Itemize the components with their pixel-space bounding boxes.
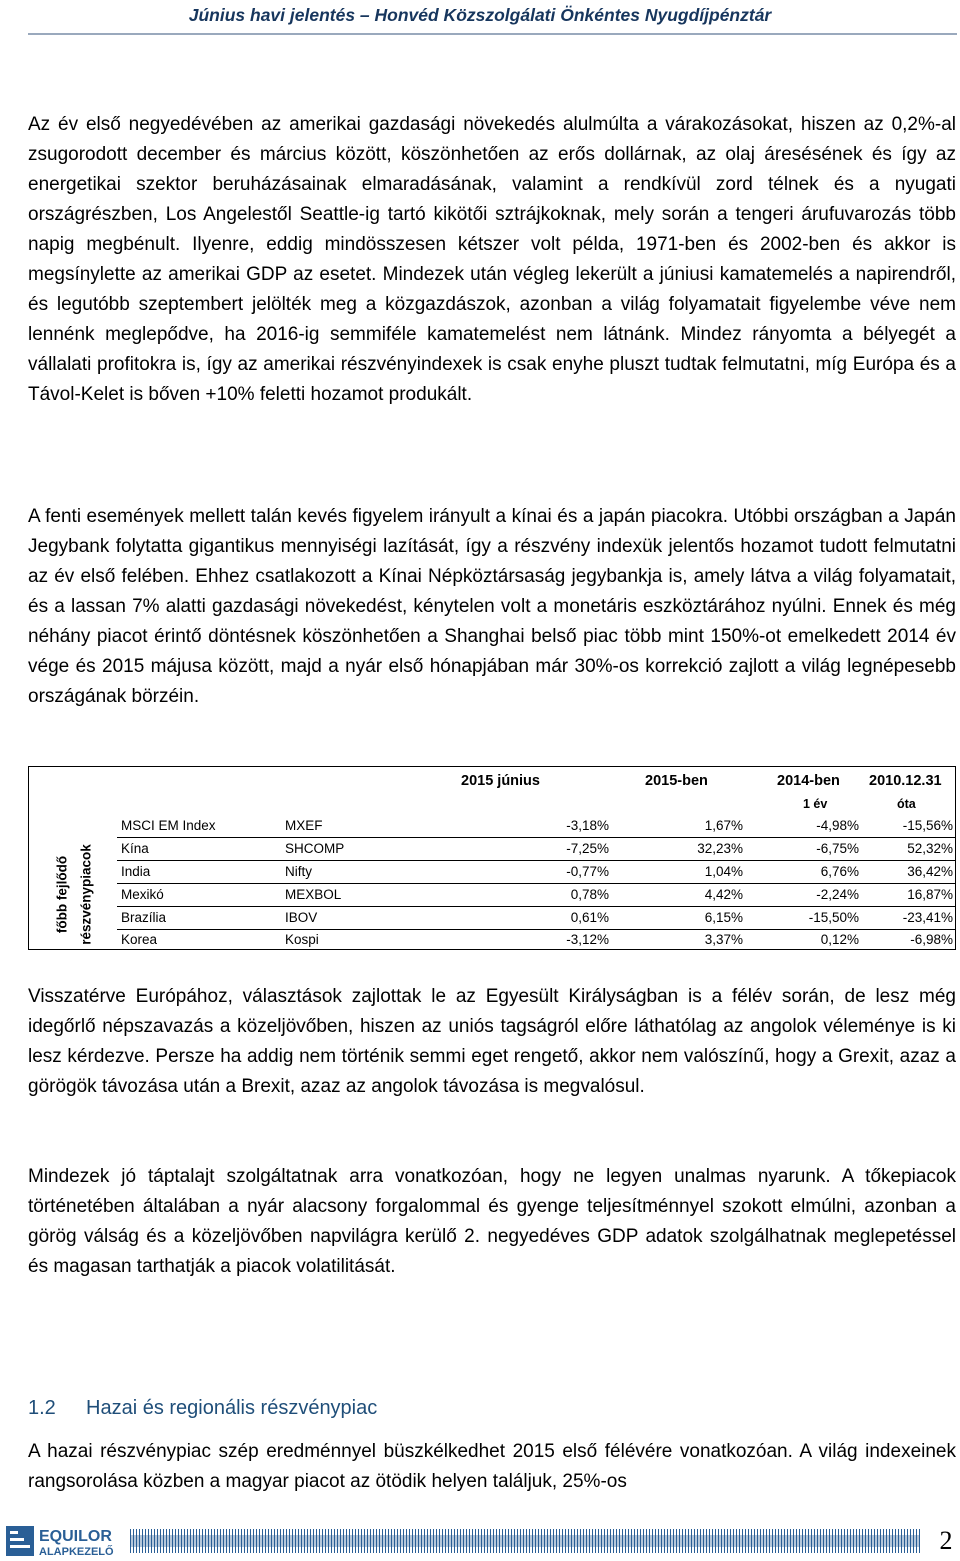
value-2014: -15,50% xyxy=(808,910,859,925)
index-name: Korea xyxy=(121,932,158,947)
value-2015: 32,23% xyxy=(697,841,743,856)
emerging-markets-table xyxy=(28,766,956,950)
equilor-logo xyxy=(4,1523,128,1559)
paragraph-domestic-market: A hazai részvénypiac szép eredménnyel büszkélkedhet 2015 első félévére vonatkozóan. A világ indexeinek rangsorolása közben a magyar piacot az ötödik helyen találjuk, 25%-os xyxy=(28,1441,956,1492)
paragraph-us-economy: Az év első negyedévében az amerikai gazdasági növekedés alulmúlta a várakozásokat, hiszen az 0,2%-al zsugorodott december és március között, köszönhetően az erős dollárnak, az olaj áresésének és így az energetikai szektor beruházásainak elmaradásának, valamint a rendkívül zord télnek és a nyugati országrészben, Los Angelestől Seattle-ig tartó kikötői sztrájkoknak, mely során a tengeri árufuvarozás több napig megbénult. Ilyenre, eddig mindösszesen kétszer volt példa, 1971-ben és 2002-ben és akkor is megsínylette az amerikai GDP az esetet. Mindezek után végleg lekerült a júniusi kamatemelés a napirendről, és legutóbb szeptembert jelölték meg a közgazdászok, azonban a világ folyamatait figyelembe véve nem lennénk meglepődve, ha 2016-ig semmiféle kamatemelést nem látnánk. Mindez rányomta a bélyegét a vállalati profitokra is, így az amerikai részvényindexek is csak enyhe pluszt tudtak felmutatni, míg Európa és a Távol-Kelet is bőven +10% feletti hozamot produkált. xyxy=(28,114,956,405)
value-2014: -6,75% xyxy=(816,841,859,856)
section-heading xyxy=(28,1393,628,1423)
value-since-2010: 16,87% xyxy=(907,887,953,902)
header-2014-sub: 1 év xyxy=(803,797,828,811)
value-2014: -4,98% xyxy=(816,818,859,833)
value-june: -3,12% xyxy=(566,932,609,947)
value-2015: 1,67% xyxy=(704,818,743,833)
value-june: 0,61% xyxy=(570,910,609,925)
table-row xyxy=(117,884,955,906)
value-2014: 0,12% xyxy=(820,932,859,947)
index-name: Brazília xyxy=(121,910,167,925)
page-number: 2 xyxy=(939,1526,953,1555)
header-2014: 2014-ben xyxy=(777,773,840,789)
value-since-2010: 52,32% xyxy=(907,841,953,856)
index-name: Mexikó xyxy=(121,887,164,902)
paragraph-europe: Visszatérve Európához, választások zajlottak le az Egyesült Királyságban is a félév során, de lesz még idegőrlő népszavazás a közeljövőben, hiszen az uniós tagságról előre láthatólag az angolok véleménye is ki lesz kérdezve. Persze ha addig nem történik semmi eget rengető, akkor nem valószínű, hogy a Grexit, azaz a görögök távozása után a Brexit, azaz az angolok távozása is megvalósul. xyxy=(28,986,956,1097)
side-label-line-1: főbb fejlődő xyxy=(54,855,70,934)
index-name: India xyxy=(121,864,151,879)
table-row xyxy=(117,815,955,837)
index-ticker: MXEF xyxy=(285,818,323,833)
index-name: Kína xyxy=(121,841,149,856)
document-header xyxy=(0,0,960,36)
index-name: MSCI EM Index xyxy=(121,818,216,833)
header-title: Június havi jelentés – Honvéd Közszolgálati Önkéntes Nyugdíjpénztár xyxy=(188,5,772,25)
value-since-2010: 36,42% xyxy=(907,864,953,879)
table-side-label xyxy=(29,767,117,949)
value-2015: 1,04% xyxy=(704,864,743,879)
section-title: Hazai és regionális részvénypiac xyxy=(86,1397,378,1419)
logo-subtitle: ALAPKEZELŐ xyxy=(39,1546,114,1558)
header-divider xyxy=(28,33,957,35)
header-since-2010-sub: óta xyxy=(897,797,916,811)
table-row xyxy=(117,907,955,929)
footer-decorative-band xyxy=(130,1535,920,1547)
index-ticker: SHCOMP xyxy=(285,841,345,856)
header-2015: 2015-ben xyxy=(645,773,708,789)
header-since-2010: 2010.12.31 xyxy=(869,773,942,789)
value-june: 0,78% xyxy=(570,887,609,902)
index-ticker: Kospi xyxy=(285,932,319,947)
paragraph-summer-outlook: Mindezek jó táptalajt szolgáltatnak arra vonatkozóan, hogy ne legyen unalmas nyarunk. A tőkepiacok történetében általában a nyár alacsony forgalommal és gyenge teljesítménnyel szokott elmúlni, azonban a görög válság és a közeljövőben napvilágra kerülő 2. negyedéves GDP adatok szolgálhatnak meglepetéssel és magasan tarthatják a piacok volatilitását. xyxy=(28,1166,956,1277)
value-since-2010: -15,56% xyxy=(902,818,953,833)
value-2015: 6,15% xyxy=(704,910,743,925)
value-2014: 6,76% xyxy=(820,864,859,879)
paragraph-asia-markets: A fenti események mellett talán kevés figyelem irányult a kínai és a japán piacokra. Utóbbi országban a Japán Jegybank folytatta gigantikus mennyiségi lazítását, így a részvény indexük jelentős hozamot tudott felmutatni az év első felében. Ehhez csatlakozott a Kínai Népköztársaság jegybankja is, amely látva a világ folyamatait, és a lassan 7% alatti gazdasági növekedést, kénytelen volt a monetáris eszköztárához nyúlni. Ennek és még néhány piacot érintő döntésnek köszönhetően a Shanghai belső piac több mint 150%-ot emelkedett 2014 év vége és 2015 májusa között, majd a nyár első hónapjában már 30%-os korrekció zajlott a világ legnépesebb országának börzéin. xyxy=(28,506,956,707)
header-2015-june: 2015 június xyxy=(461,773,540,789)
index-ticker: MEXBOL xyxy=(285,887,342,902)
index-ticker: IBOV xyxy=(285,910,318,925)
value-2015: 3,37% xyxy=(704,932,743,947)
table-row xyxy=(117,929,955,951)
value-june: -0,77% xyxy=(566,864,609,879)
table-row xyxy=(117,838,955,860)
side-label-line-2: részvénypiacok xyxy=(78,844,94,945)
value-since-2010: -6,98% xyxy=(910,932,953,947)
value-since-2010: -23,41% xyxy=(902,910,953,925)
section-number: 1.2 xyxy=(28,1397,56,1419)
index-ticker: Nifty xyxy=(285,864,312,879)
table-row xyxy=(117,861,955,883)
value-2014: -2,24% xyxy=(816,887,859,902)
value-june: -3,18% xyxy=(566,818,609,833)
value-2015: 4,42% xyxy=(704,887,743,902)
value-june: -7,25% xyxy=(566,841,609,856)
logo-name: EQUILOR xyxy=(39,1528,112,1545)
